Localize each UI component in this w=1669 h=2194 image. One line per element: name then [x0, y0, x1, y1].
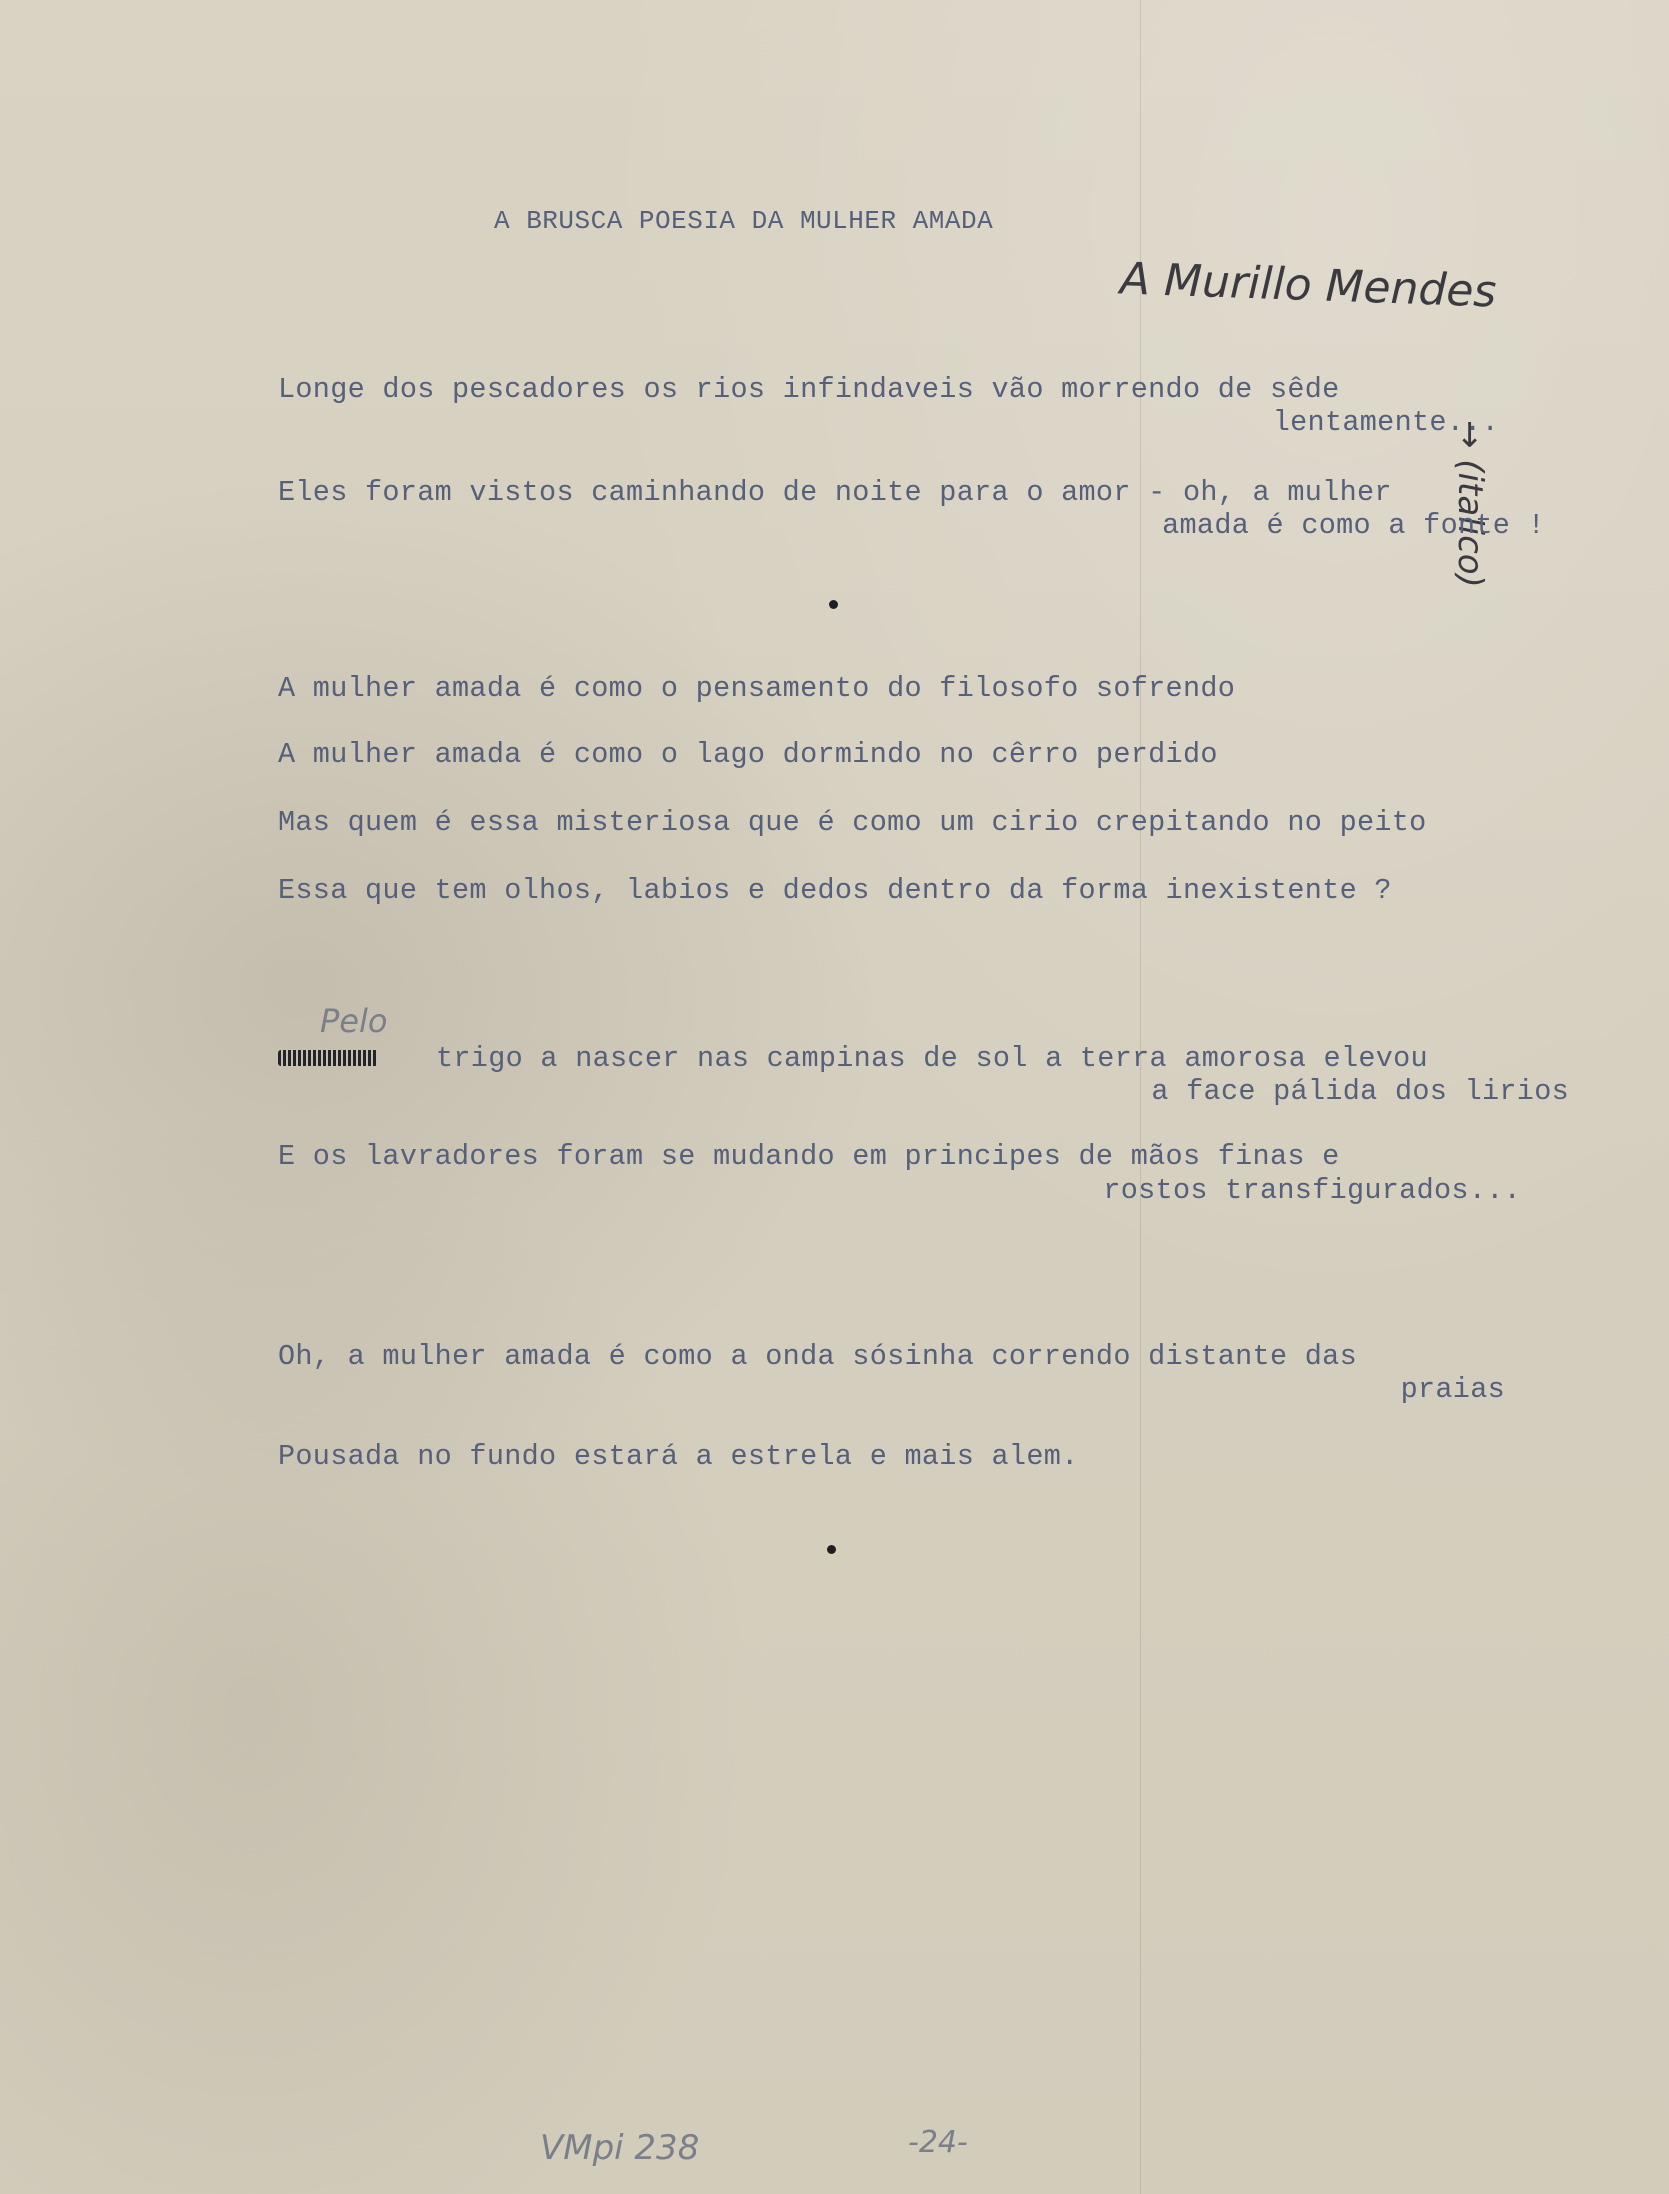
stanza4-line1: Oh, a mulher amada é como a onda sósinha correndo distante das [278, 1340, 1357, 1373]
stanza2-line1: A mulher amada é como o pensamento do filosofo sofrendo [278, 672, 1236, 705]
stanza2-line4: Essa que tem olhos, labios e dedos dentro da forma inexistente ? [278, 874, 1392, 907]
section-divider-dot [829, 600, 838, 609]
stanza3-line1: trigo a nascer nas campinas de sol a terra amorosa elevou [436, 1042, 1428, 1075]
page-number: -24- [908, 2125, 968, 2160]
stanza4-line2: Pousada no fundo estará a estrela e mais alem. [278, 1440, 1079, 1473]
stanza3-line1-cont: a face pálida dos lirios [1151, 1075, 1569, 1108]
stanza3-line2: E os lavradores foram se mudando em principes de mãos finas e [278, 1140, 1340, 1173]
archive-reference-pencil: VMpi 238 [540, 2128, 700, 2168]
stanza2-line3: Mas quem é essa misteriosa que é como um cirio crepitando no peito [278, 806, 1427, 839]
stanza1-line2-cont: amada é como a fonte ! [1162, 509, 1545, 542]
stanza1-line1-cont: lentamente... [1272, 406, 1499, 439]
stanza4-line1-cont: praias [1400, 1373, 1505, 1406]
closing-divider-dot [827, 1545, 836, 1554]
margin-note-italico: → (italico) [1450, 420, 1490, 588]
poem-title: A BRUSCA POESIA DA MULHER AMADA [494, 206, 994, 236]
stanza1-line1: Longe dos pescadores os rios infindaveis vão morrendo de sêde [278, 373, 1340, 406]
struck-out-word [278, 1050, 378, 1066]
dedication-handwritten: A Murillo Mendes [1119, 253, 1498, 318]
paper-crease [1140, 0, 1141, 2194]
stanza3-line2-cont: rostos transfigurados... [1103, 1174, 1521, 1207]
stanza2-line2: A mulher amada é como o lago dormindo no cêrro perdido [278, 738, 1218, 771]
handwritten-correction: Pelo [320, 1002, 388, 1040]
stanza1-line2: Eles foram vistos caminhando de noite para o amor - oh, a mulher [278, 476, 1392, 509]
